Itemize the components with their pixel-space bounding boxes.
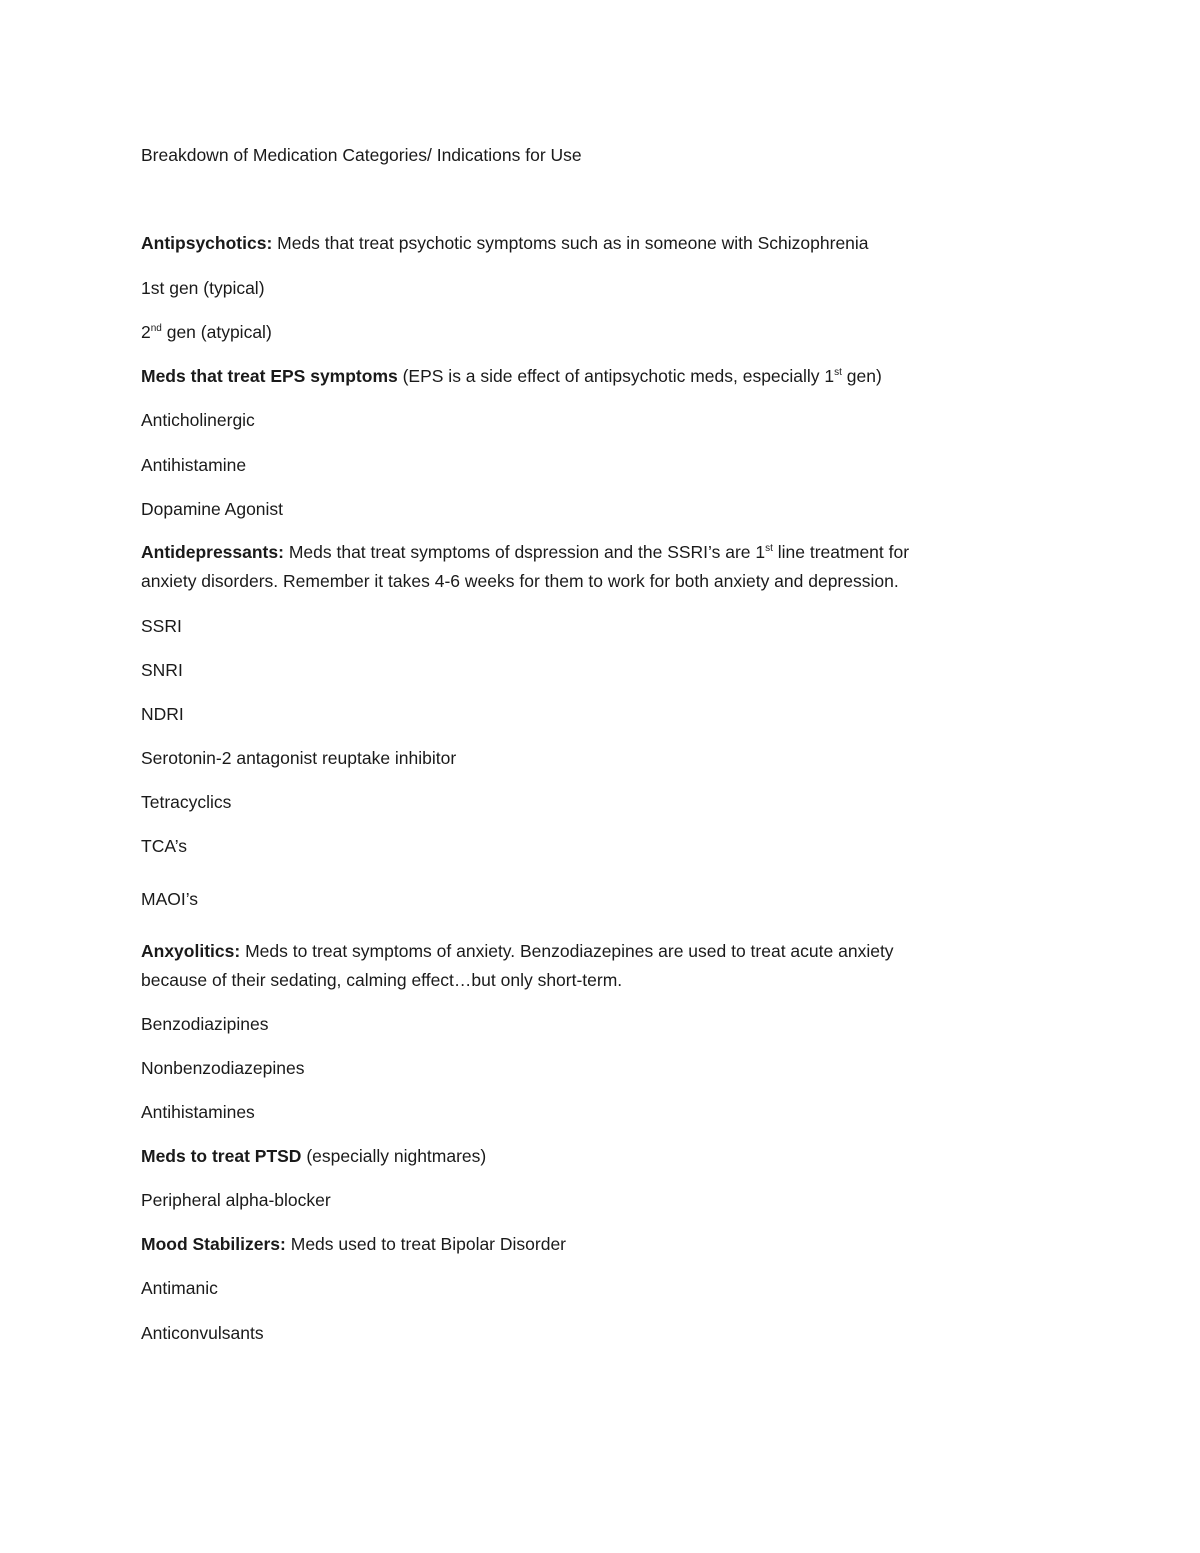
list-item: Nonbenzodiazepines xyxy=(141,1058,305,1078)
antidepressants-description-line2: anxiety disorders. Remember it takes 4-6 weeks for them to work for both anxiety and depression. xyxy=(141,571,899,591)
section-antipsychotics xyxy=(141,229,1041,258)
list-item: SSRI xyxy=(141,616,182,636)
list-item: Serotonin-2 antagonist reuptake inhibitor xyxy=(141,748,457,768)
list-item: Antihistamines xyxy=(141,1102,255,1122)
anxyolitics-description-line1: Meds to treat symptoms of anxiety. Benzodiazepines are used to treat acute anxiety xyxy=(240,941,894,961)
section-anxyolitics xyxy=(141,937,1041,966)
list-item-first-gen: 1st gen (typical) xyxy=(141,278,265,298)
antidepressants-description-a: Meds that treat symptoms of dspression and the SSRI’s are 1 xyxy=(283,542,766,562)
list-item: Antimanic xyxy=(141,1278,218,1298)
antidepressants-description-b: line treatment for xyxy=(772,542,910,562)
list-item: Anticonvulsants xyxy=(141,1323,264,1343)
list-item: NDRI xyxy=(141,704,184,724)
list-item-second-gen xyxy=(141,318,1041,347)
second-gen-number: 2 xyxy=(141,322,151,342)
second-gen-superscript: nd xyxy=(150,323,162,335)
ptsd-description: (especially nightmares) xyxy=(301,1146,487,1166)
antidepressants-heading: Antidepressants: xyxy=(141,542,284,562)
document-title: Breakdown of Medication Categories/ Indications for Use xyxy=(141,145,582,165)
mood-heading: Mood Stabilizers: xyxy=(141,1234,286,1254)
list-item: Peripheral alpha-blocker xyxy=(141,1190,331,1210)
eps-description-a: (EPS is a side effect of antipsychotic meds, especially 1 xyxy=(397,366,835,386)
antipsychotics-description: Meds that treat psychotic symptoms such as in someone with Schizophrenia xyxy=(272,233,869,253)
eps-heading: Meds that treat EPS symptoms xyxy=(141,366,398,386)
anxyolitics-heading: Anxyolitics: xyxy=(141,941,241,961)
list-item: MAOI’s xyxy=(141,889,199,909)
eps-description-b: gen) xyxy=(841,366,882,386)
section-ptsd xyxy=(141,1142,1041,1171)
ptsd-heading: Meds to treat PTSD xyxy=(141,1146,302,1166)
section-eps xyxy=(141,362,1041,391)
list-item: Dopamine Agonist xyxy=(141,499,284,519)
list-item: Benzodiazipines xyxy=(141,1014,269,1034)
section-mood-stabilizers xyxy=(141,1230,1041,1259)
list-item: SNRI xyxy=(141,660,183,680)
list-item: TCA’s xyxy=(141,836,188,856)
mood-description: Meds used to treat Bipolar Disorder xyxy=(285,1234,567,1254)
section-antidepressants xyxy=(141,538,1041,567)
second-gen-text: gen (atypical) xyxy=(161,322,272,342)
eps-description-superscript: st xyxy=(834,367,842,379)
anxyolitics-description-line2: because of their sedating, calming effect…but only short-term. xyxy=(141,970,623,990)
antidepressants-description-superscript: st xyxy=(765,543,773,555)
list-item: Anticholinergic xyxy=(141,410,255,430)
antipsychotics-heading: Antipsychotics: xyxy=(141,233,273,253)
list-item: Tetracyclics xyxy=(141,792,232,812)
list-item: Antihistamine xyxy=(141,455,247,475)
